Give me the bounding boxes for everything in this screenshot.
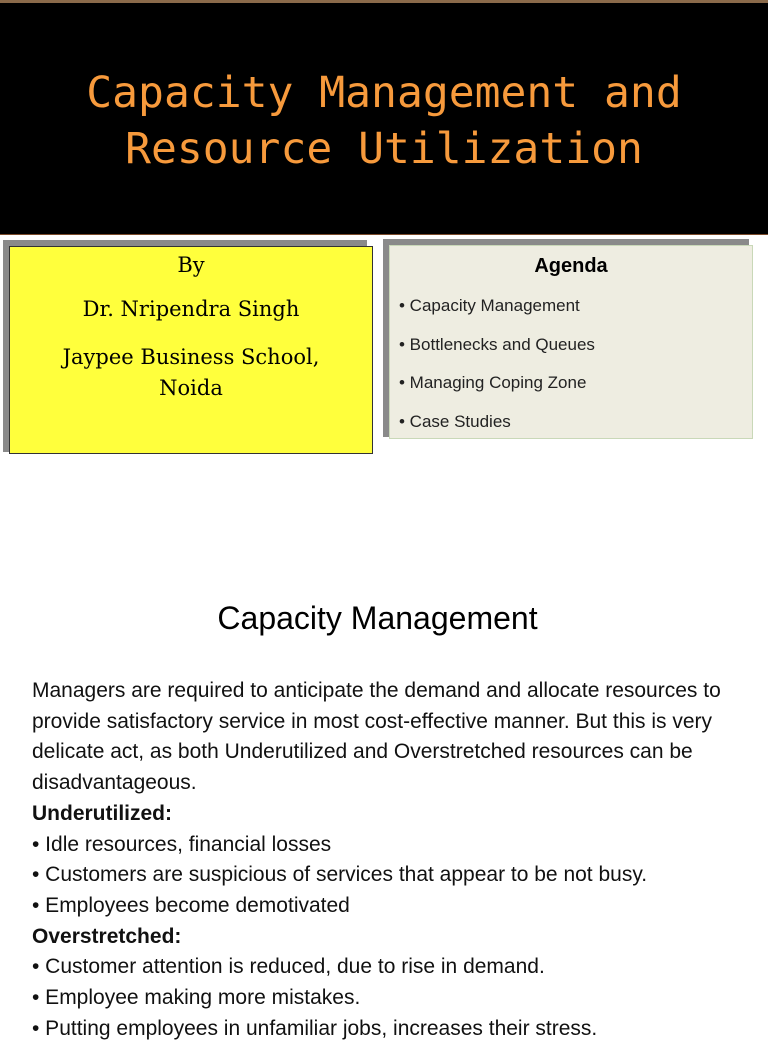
agenda-title: Agenda: [534, 255, 608, 277]
intro-paragraph: Managers are required to anticipate the demand and allocate resources to provide satisfactory service in most cost-effective manner. But this is very delicate act, as both Underutilized and Overstretched resources can be disadvantageous.: [32, 679, 721, 795]
author-school: Jaypee Business School, Noida: [62, 345, 320, 400]
bullet-item: • Employees become demotivated: [32, 893, 350, 917]
overstretched-heading: Overstretched:: [32, 924, 182, 948]
agenda-item: • Capacity Management: [399, 296, 580, 315]
author-box: [9, 246, 373, 454]
slide-title: Capacity Management and Resource Utilization: [86, 68, 682, 174]
agenda-item: • Case Studies: [399, 411, 511, 431]
section-title: Capacity Management: [217, 600, 538, 636]
agenda-list: [399, 294, 595, 448]
title-banner: [0, 0, 768, 235]
bullet-item: • Idle resources, financial losses: [32, 832, 332, 856]
bullet-item: • Putting employees in unfamiliar jobs, increases their stress.: [32, 1016, 598, 1040]
agenda-box: [389, 245, 753, 439]
slide-body: [32, 676, 752, 1044]
author-name: Dr. Nripendra Singh: [82, 297, 300, 321]
bullet-item: • Customer attention is reduced, due to rise in demand.: [32, 955, 545, 979]
bullet-item: • Employee making more mistakes.: [32, 986, 361, 1010]
agenda-item: • Bottlenecks and Queues: [399, 334, 595, 354]
bullet-item: • Customers are suspicious of services that appear to be not busy.: [32, 863, 648, 887]
author-by-label: By: [177, 253, 205, 277]
underutilized-heading: Underutilized:: [32, 801, 172, 825]
agenda-item: • Managing Coping Zone: [399, 373, 587, 392]
